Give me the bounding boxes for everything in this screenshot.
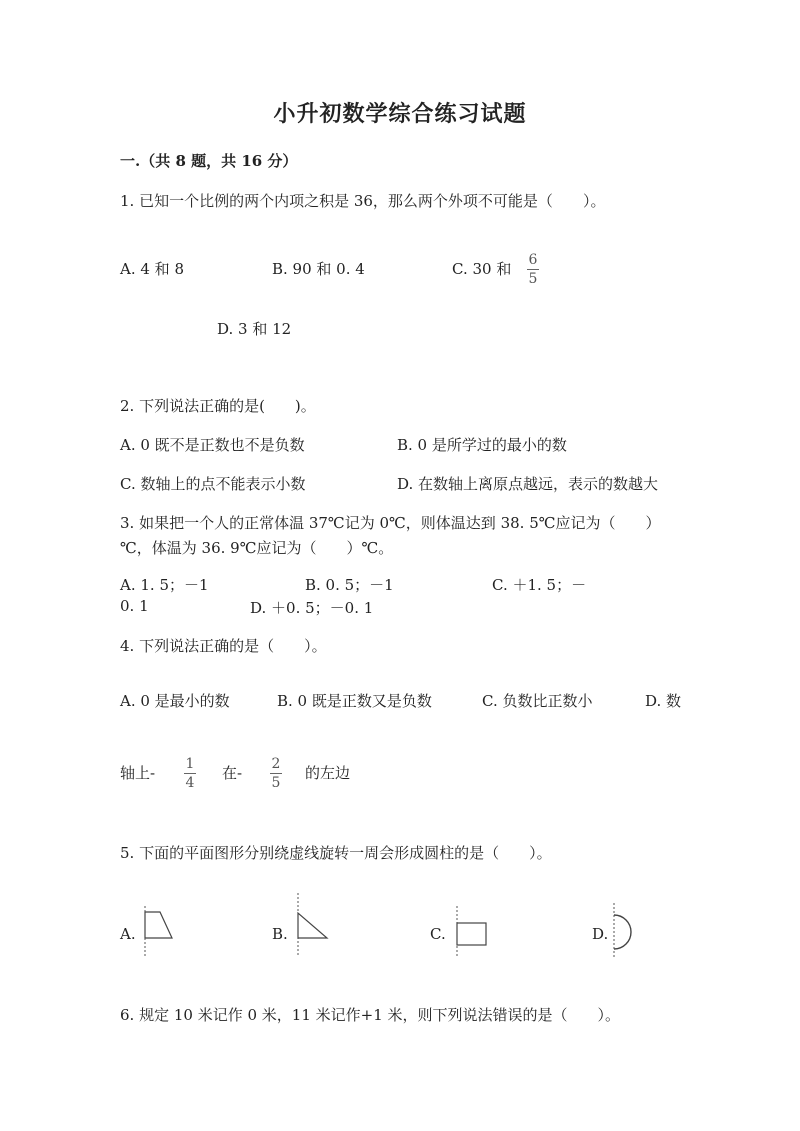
q1-option-c-fraction [527,252,539,287]
rectangle-figure [452,906,492,958]
q4-fraction-2 [270,756,282,791]
q5-option-d[interactable]: D. [592,925,609,943]
q5-option-b[interactable]: B. [272,925,288,943]
fraction-bar [184,773,196,774]
q5-option-a[interactable]: A. [120,925,136,943]
fraction-bar [270,773,282,774]
page-title: 小升初数学综合练习试题 [273,101,527,127]
q1-option-c[interactable]: C. 30 和 [452,260,512,278]
q4-option-b[interactable]: B. 0 既是正数又是负数 [277,692,432,710]
q4-option-d-text-2: 在- [222,764,243,782]
q3-option-d[interactable]: D. ＋0. 5；－0. 1 [250,599,374,617]
fraction-numerator: 2 [271,756,281,772]
fraction-bar [527,269,539,270]
q3-option-c-continued: 0. 1 [120,597,149,615]
q4-option-d-text-3: 的左边 [305,764,351,782]
q2-option-b[interactable]: B. 0 是所学过的最小的数 [397,436,567,454]
q4-option-d-text-1: 轴上- [120,764,156,782]
q3-option-a[interactable]: A. 1. 5；－1 [120,576,209,594]
fraction-denominator: 5 [271,775,281,791]
q4-option-a[interactable]: A. 0 是最小的数 [120,692,230,710]
section-heading: 一.（共 8 题，共 16 分） [120,152,298,170]
question-4-text: 4. 下列说法正确的是（ ）。 [120,637,327,655]
q2-option-c[interactable]: C. 数轴上的点不能表示小数 [120,475,306,493]
q3-option-c[interactable]: C. ＋1. 5；－ [492,576,587,594]
question-5-text: 5. 下面的平面图形分别绕虚线旋转一周会形成圆柱的是（ ）。 [120,844,552,862]
q3-option-b[interactable]: B. 0. 5；－1 [305,576,394,594]
fraction-numerator: 1 [185,756,195,772]
fraction-denominator: 5 [528,271,538,287]
q1-option-d[interactable]: D. 3 和 12 [217,320,292,338]
q4-option-c[interactable]: C. 负数比正数小 [482,692,593,710]
q1-option-b[interactable]: B. 90 和 0. 4 [272,260,365,278]
trapezoid-figure [140,906,180,958]
triangle-figure [293,893,333,957]
q5-option-c[interactable]: C. [430,925,446,943]
semicircle-figure [610,903,650,961]
fraction-denominator: 4 [185,775,195,791]
question-3-line-2: ℃，体温为 36. 9℃应记为（ ）℃。 [120,539,394,557]
question-6-text: 6. 规定 10 米记作 0 米，11 米记作+1 米，则下列说法错误的是（ ）。 [120,1006,621,1024]
fraction-numerator: 6 [528,252,538,268]
q1-option-a[interactable]: A. 4 和 8 [120,260,184,278]
q2-option-a[interactable]: A. 0 既不是正数也不是负数 [120,436,305,454]
question-3-line-1: 3. 如果把一个人的正常体温 37℃记为 0℃，则体温达到 38. 5℃应记为（ ） [120,514,661,532]
q2-option-d[interactable]: D. 在数轴上离原点越远，表示的数越大 [397,475,659,493]
q4-fraction-1 [184,756,196,791]
question-2-text: 2. 下列说法正确的是( )。 [120,397,316,415]
q4-option-d[interactable]: D. 数 [645,692,682,710]
question-1-text: 1. 已知一个比例的两个内项之积是 36，那么两个外项不可能是（ ）。 [120,192,606,210]
